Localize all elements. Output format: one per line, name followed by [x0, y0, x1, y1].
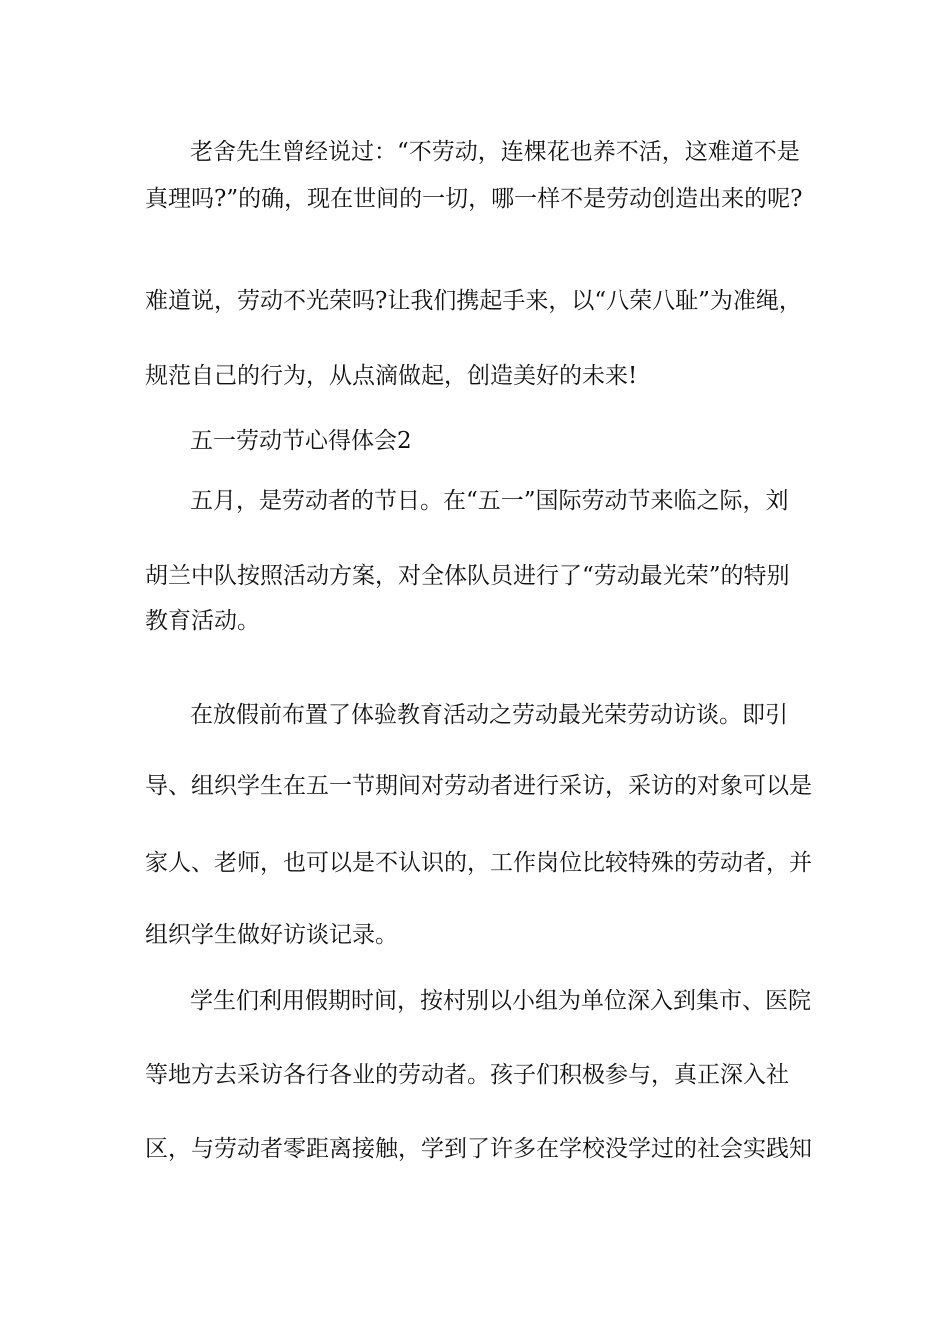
text-line: 五月，是劳动者的节日。在“五一”国际劳动节来临之际，刘 [190, 488, 789, 514]
text-line: 区，与劳动者零距离接触，学到了许多在学校没学过的社会实践知 [145, 1136, 812, 1162]
text-line: 学生们利用假期时间，按村别以小组为单位深入到集市、医院 [190, 988, 811, 1014]
text-line: 规范自己的行为，从点滴做起，创造美好的未来! [145, 363, 638, 389]
text-line: 家人、老师，也可以是不认识的，工作岗位比较特殊的劳动者，并 [145, 850, 812, 876]
text-line: 教育活动。 [145, 608, 260, 634]
text-line: 导、组织学生在五一节期间对劳动者进行采访，采访的对象可以是 [145, 773, 812, 799]
text-line: 在放假前布置了体验教育活动之劳动最光荣劳动访谈。即引 [190, 702, 788, 728]
text-line: 难道说，劳动不光荣吗?让我们携起手来，以“八荣八耻”为准绳， [145, 288, 802, 314]
text-line: 老舍先生曾经说过：“不劳动，连棵花也养不活，这难道不是 [190, 139, 800, 165]
section-heading: 五一劳动节心得体会2 [190, 428, 412, 454]
text-line: 胡兰中队按照活动方案，对全体队员进行了“劳动最光荣”的特别 [145, 563, 790, 589]
text-line: 等地方去采访各行各业的劳动者。孩子们积极参与，真正深入社 [145, 1062, 789, 1088]
text-line: 真理吗?”的确，现在世间的一切，哪一样不是劳动创造出来的呢? [145, 186, 803, 212]
text-line: 组织学生做好访谈记录。 [145, 922, 398, 948]
